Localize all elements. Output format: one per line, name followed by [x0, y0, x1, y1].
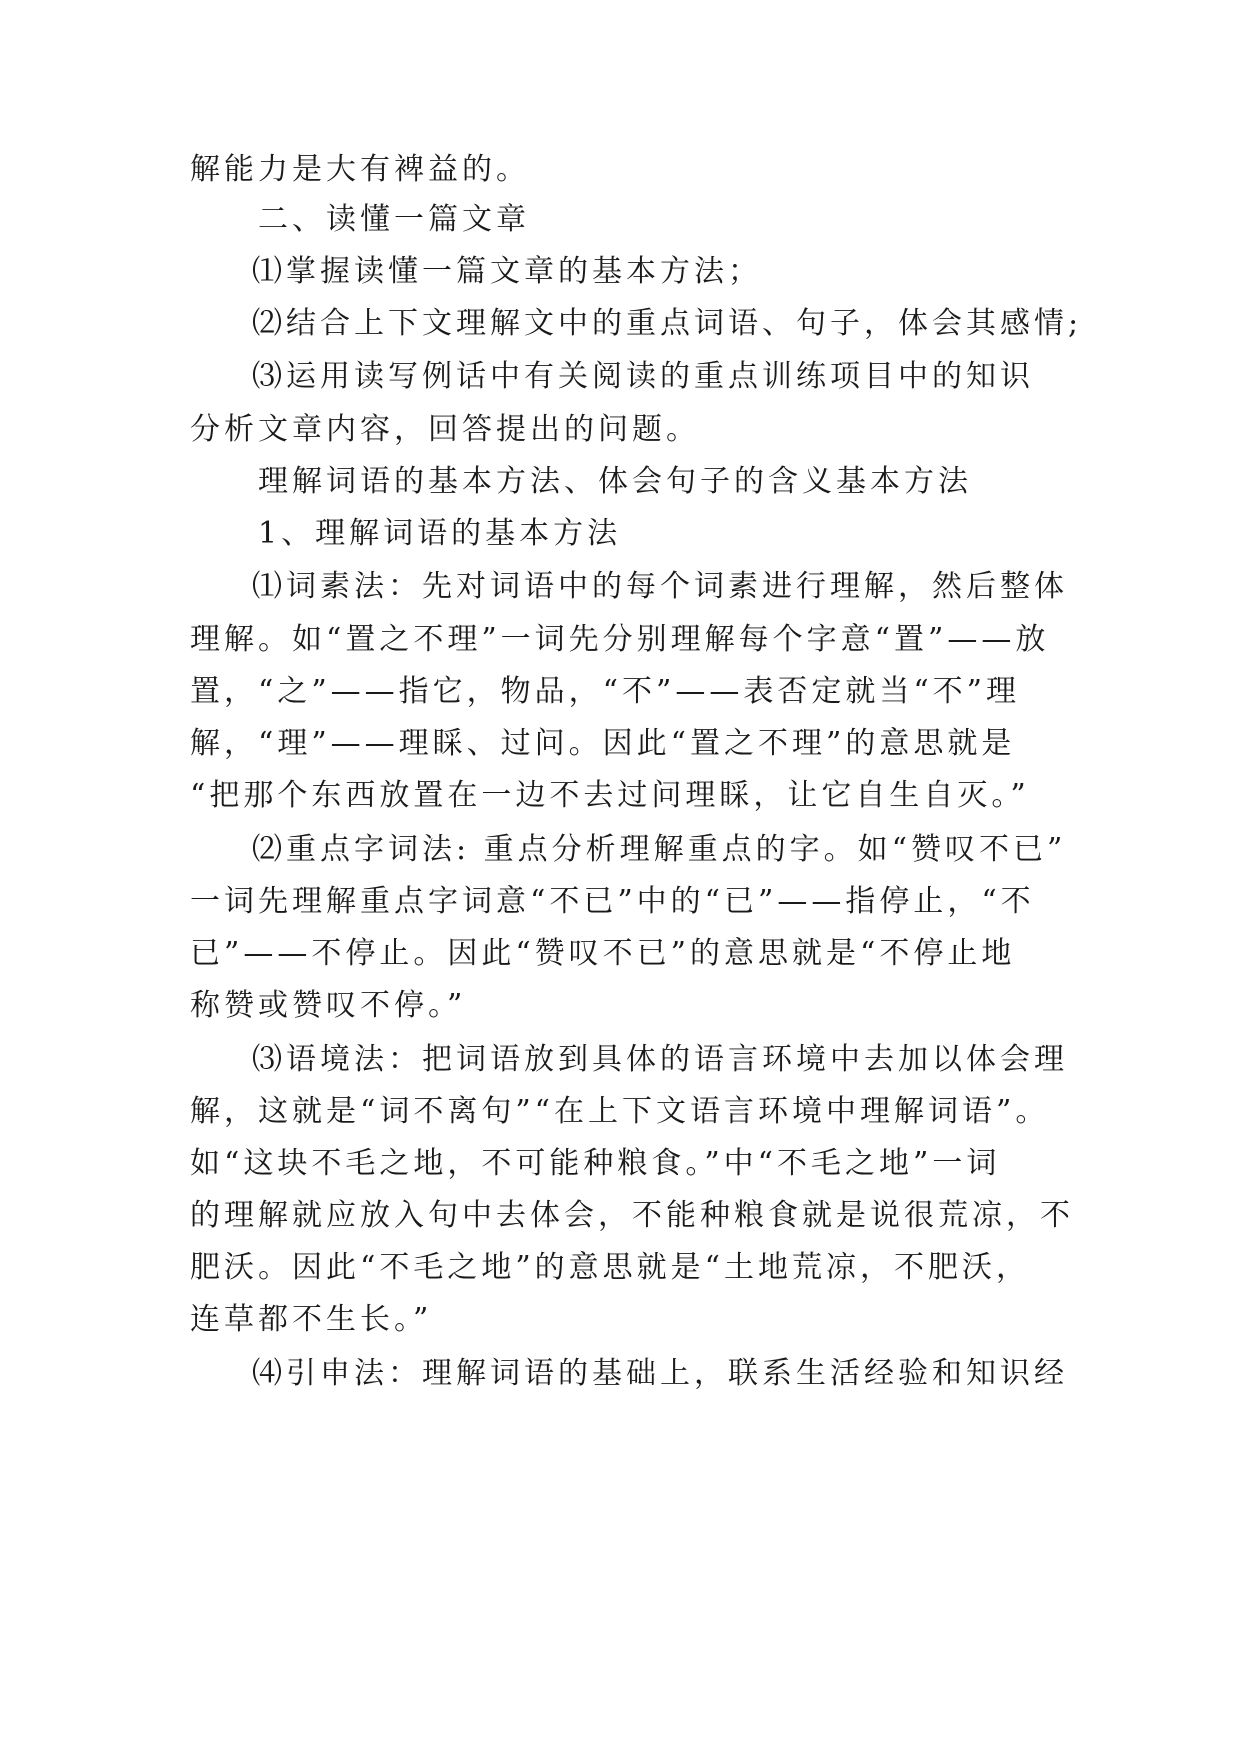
text-line-5: ⑶运用读写例话中有关阅读的重点训练项目中的知识 [252, 359, 1034, 394]
text-line-1: 解能力是大有裨益的。 [190, 152, 530, 187]
text-line-17: 称赞或赞叹不停。” [190, 988, 467, 1023]
subsection-heading: 1、理解词语的基本方法 [258, 516, 622, 551]
text-line-10: 理解。如“置之不理”一词先分别理解每个字意“置”——放 [190, 622, 1050, 657]
text-line-15: 一词先理解重点字词意“不已”中的“已”——指停止，“不 [190, 884, 1035, 919]
text-line-18: ⑶语境法：把词语放到具体的语言环境中去加以体会理 [252, 1042, 1068, 1077]
text-line-21: 的理解就应放入句中去体会，不能种粮食就是说很荒凉，不 [190, 1198, 1074, 1233]
text-line-6: 分析文章内容，回答提出的问题。 [190, 412, 700, 447]
text-line-12: 解，“理”——理睬、过问。因此“置之不理”的意思就是 [190, 726, 1016, 761]
text-line-13: “把那个东西放置在一边不去过问理睬，让它自生自灭。” [190, 778, 1030, 813]
text-line-4: ⑵结合上下文理解文中的重点词语、句子，体会其感情; [252, 306, 1083, 341]
text-line-23: 连草都不生长。” [190, 1302, 433, 1337]
section-heading: 二、读懂一篇文章 [258, 202, 530, 237]
text-line-16: 已”——不停止。因此“赞叹不已”的意思就是“不停止地 [190, 936, 1016, 971]
text-line-3: ⑴掌握读懂一篇文章的基本方法； [252, 254, 762, 289]
text-line-22: 肥沃。因此“不毛之地”的意思就是“土地荒凉，不肥沃， [190, 1250, 1031, 1285]
text-line-19: 解，这就是“词不离句”“在上下文语言环境中理解词语”。 [190, 1094, 1050, 1129]
text-line-20: 如“这块不毛之地，不可能种粮食。”中“不毛之地”一词 [190, 1146, 1001, 1181]
text-line-14: ⑵重点字词法: 重点分析理解重点的字。如“赞叹不已” [252, 832, 1067, 867]
text-line-11: 置，“之”——指它，物品，“不”——表否定就当“不”理 [190, 674, 1021, 709]
subheading: 理解词语的基本方法、体会句子的含义基本方法 [258, 464, 972, 499]
text-line-24: ⑷引申法：理解词语的基础上，联系生活经验和知识经 [252, 1356, 1068, 1391]
text-line-9: ⑴词素法：先对词语中的每个词素进行理解，然后整体 [252, 569, 1068, 604]
